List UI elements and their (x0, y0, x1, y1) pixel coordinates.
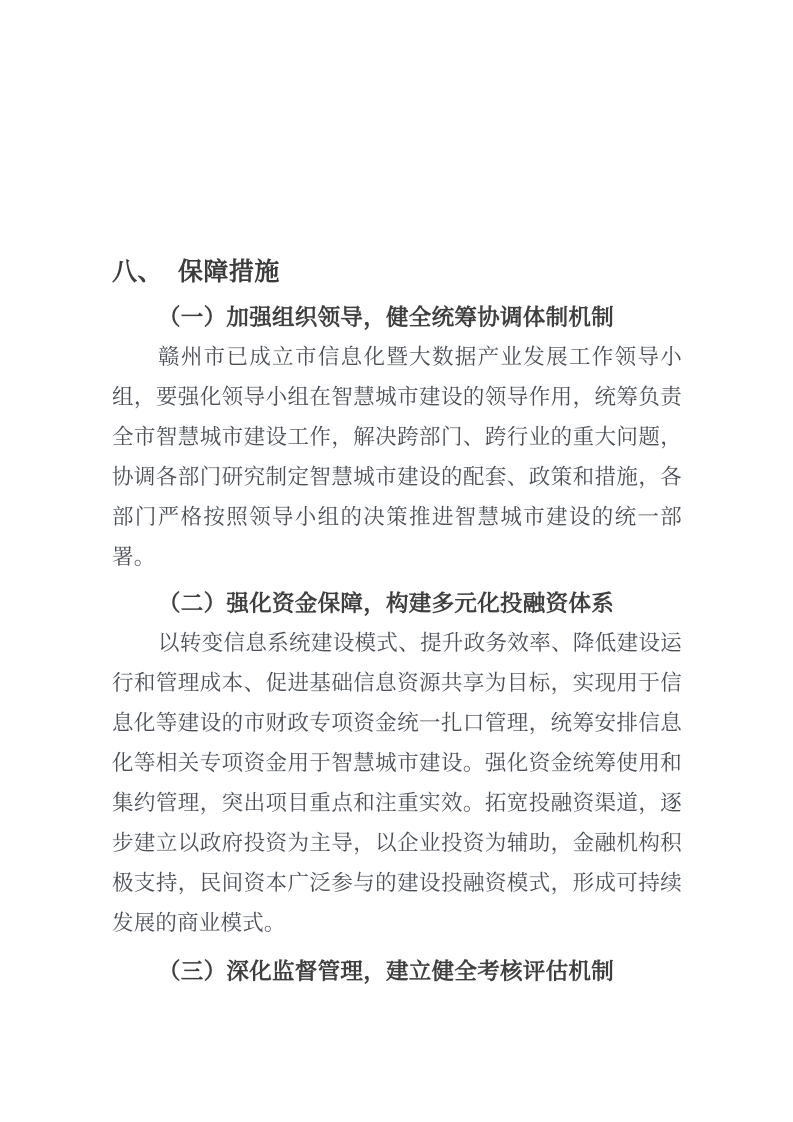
subsection-heading-1: （一）加强组织领导，健全统筹协调体制机制 (158, 305, 615, 330)
section-heading: 八、 保障措施 (112, 258, 280, 286)
subsection-heading-2: （二）强化资金保障，构建多元化投融资体系 (158, 591, 615, 616)
page-content (112, 252, 682, 992)
subsection-paragraph-2: 以转变信息系统建设模式、提升政务效率、降低建设运行和管理成本、促进基础信息资源共享为目标，实现用于信息化等建设的市财政专项资金统一扎口管理，统筹安排信息化等相关专项资金用于智慧城市建设。强化资金统筹使用和集约管理，突出项目重点和注重实效。拓宽投融资渠道，逐步建立以政府投资为主导，以企业投资为辅助，金融机构积极支持，民间资本广泛参与的建设投融资模式，形成可持续发展的商业模式。 (112, 631, 682, 936)
subsection-heading-3: （三）深化监督管理，建立健全考核评估机制 (158, 959, 615, 984)
subsection-paragraph-1: 赣州市已成立市信息化暨大数据产业发展工作领导小组，要强化领导小组在智慧城市建设的领导作用，统筹负责全市智慧城市建设工作，解决跨部门、跨行业的重大问题，协调各部门研究制定智慧城市建设的配套、政策和措施，各部门严格按照领导小组的决策推进智慧城市建设的统一部署。 (112, 345, 682, 570)
spacer (112, 944, 682, 952)
